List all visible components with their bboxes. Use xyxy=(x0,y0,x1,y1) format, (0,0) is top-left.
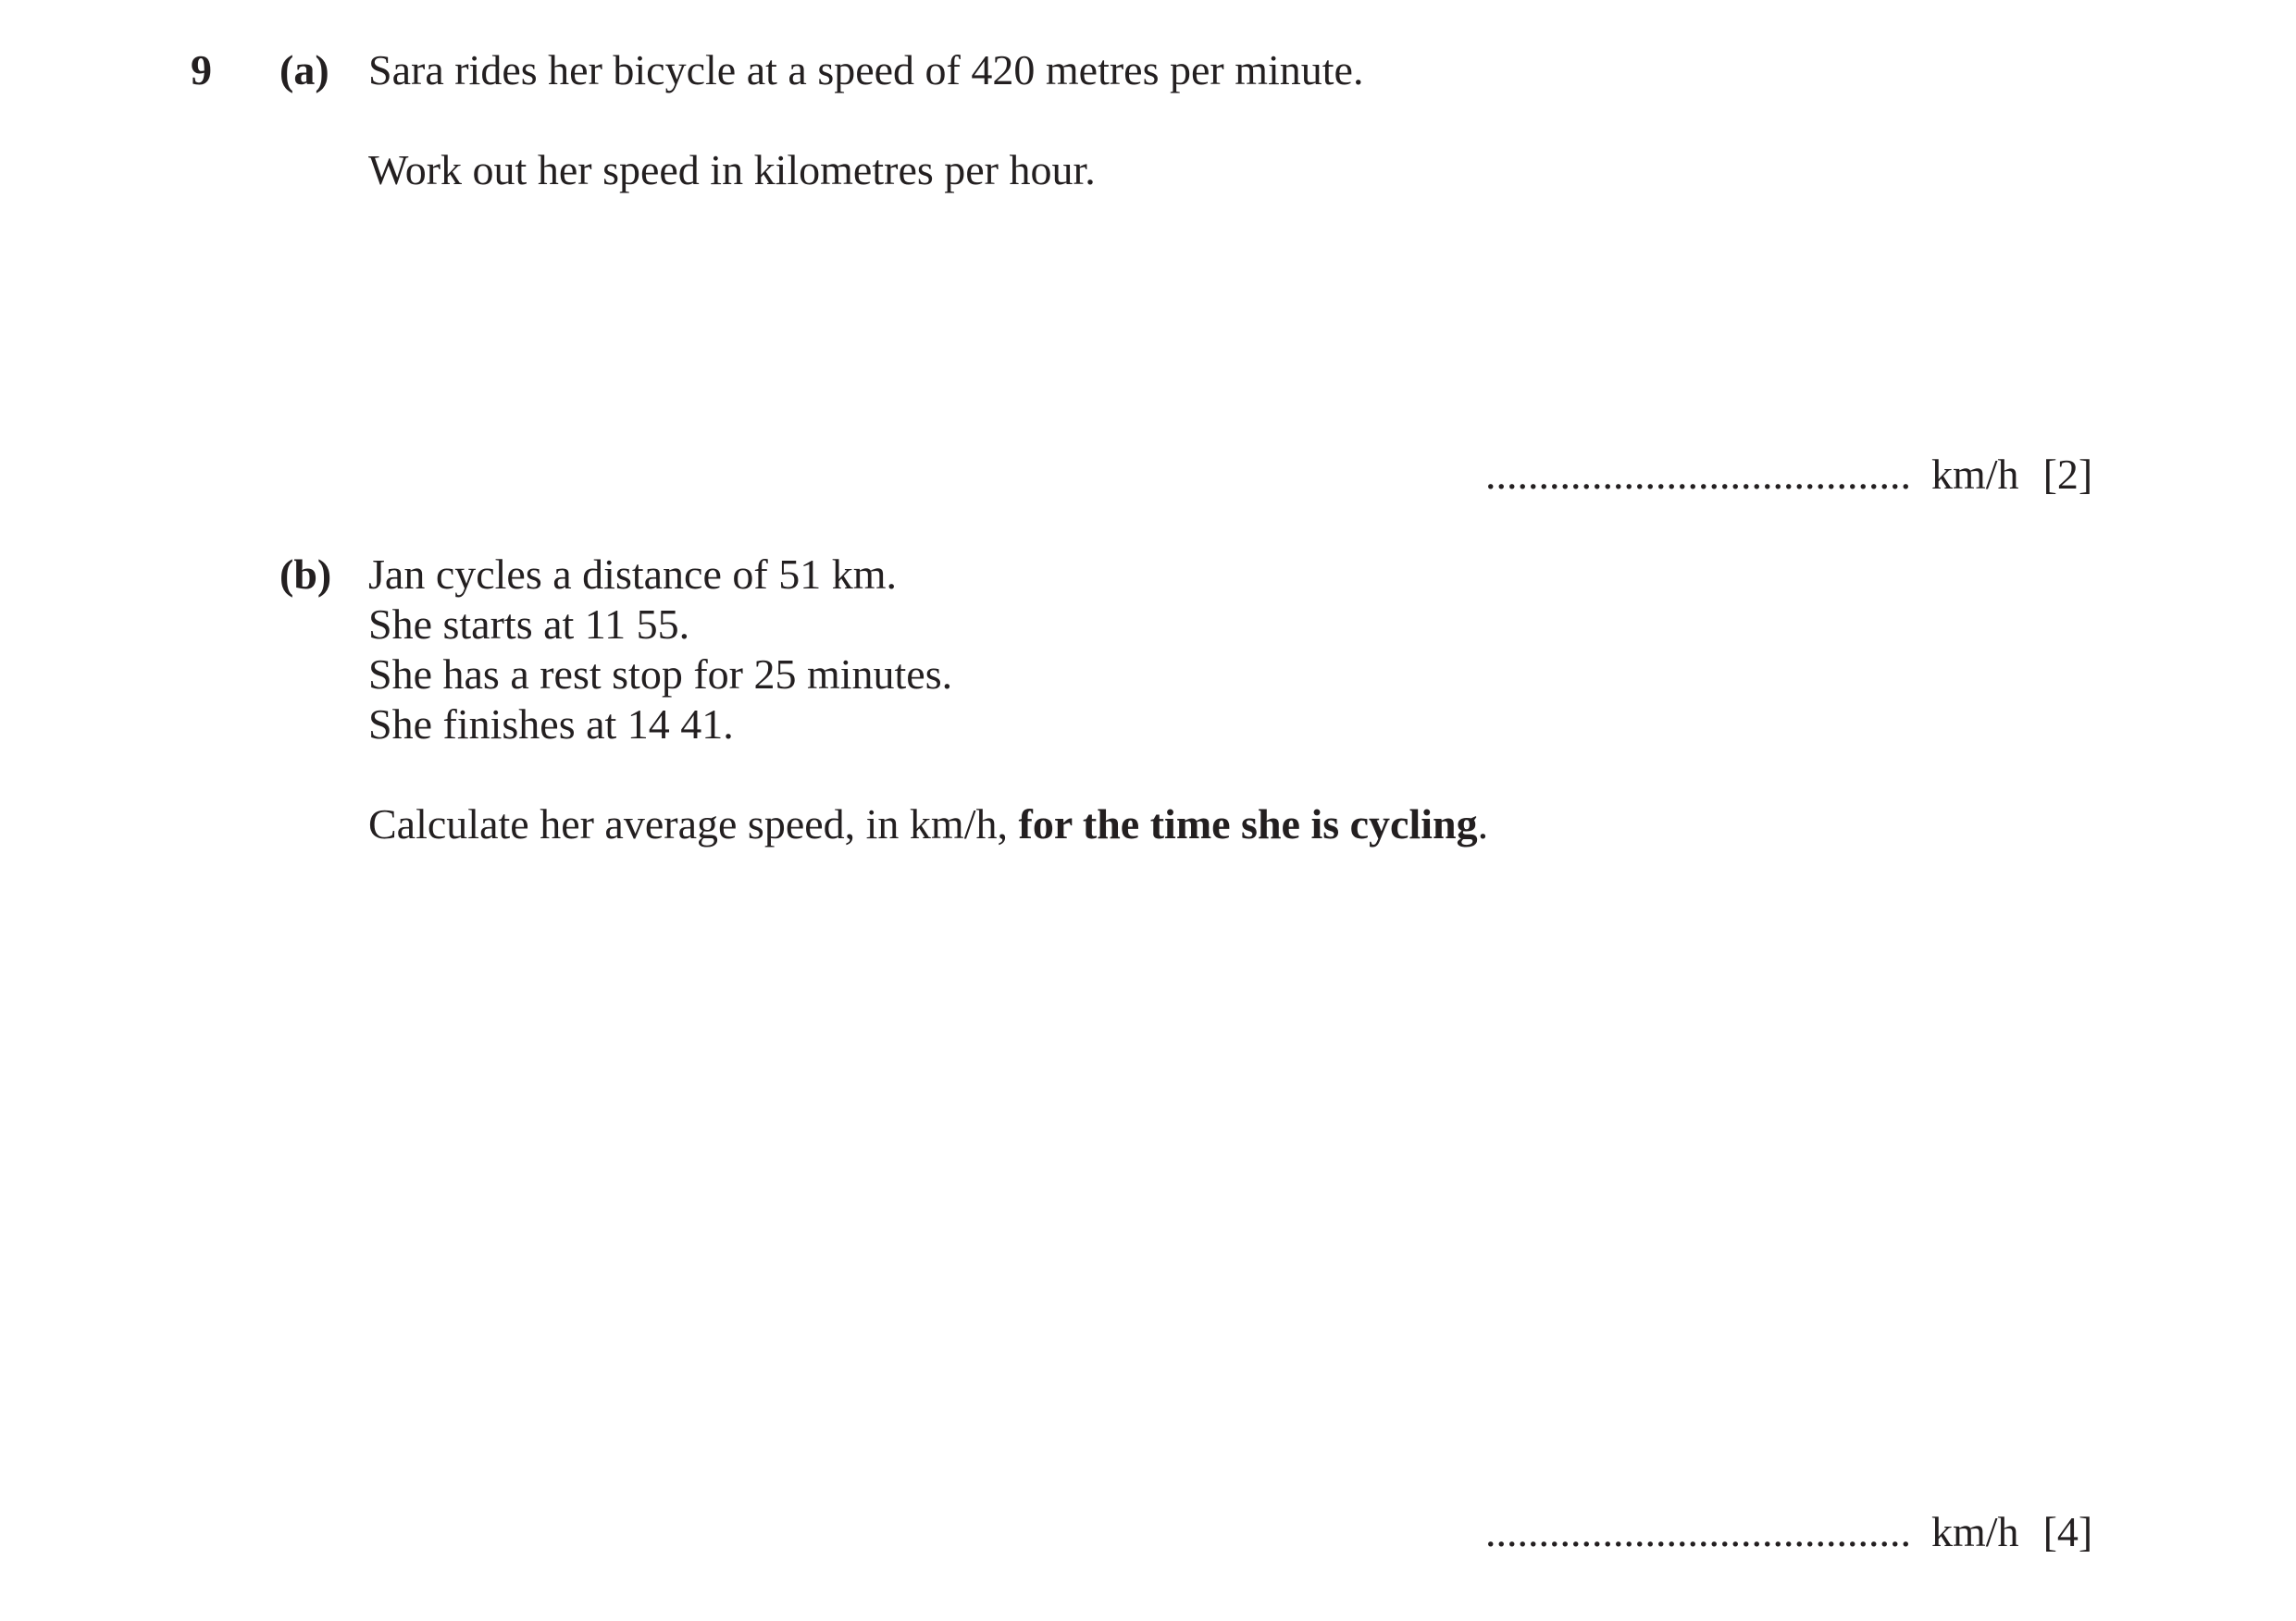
instruction-end: . xyxy=(1477,800,1489,848)
question-number: 9 xyxy=(191,46,212,93)
info-line: She has a rest stop for 25 minutes. xyxy=(368,650,953,698)
answer-dots[interactable]: ........................................ xyxy=(1485,1508,1911,1555)
info-line: Jan cycles a distance of 51 km. xyxy=(368,551,897,598)
info-line: She finishes at 14 41. xyxy=(368,700,734,748)
marks-allocation: [4] xyxy=(2042,1508,2093,1555)
instruction-emphasis: for the time she is cycling xyxy=(1018,800,1478,848)
part-a-instruction: Work out her speed in kilometres per hour. xyxy=(368,146,1096,193)
part-a-answer-line[interactable] xyxy=(1485,450,2092,500)
info-line: She starts at 11 55. xyxy=(368,600,690,648)
instruction-text: Calculate her average speed, in km/h, xyxy=(368,800,1019,848)
answer-unit: km/h xyxy=(1931,1508,2019,1555)
part-b-label: (b) xyxy=(279,551,332,598)
part-a-statement: Sara rides her bicycle at a speed of 420 metres per minute. xyxy=(368,46,1364,93)
answer-dots[interactable]: ........................................ xyxy=(1485,451,1911,498)
part-b-information xyxy=(368,550,952,749)
part-b-answer-line[interactable] xyxy=(1485,1507,2092,1557)
part-b-instruction xyxy=(368,799,1488,849)
part-a-label: (a) xyxy=(279,46,329,93)
marks-allocation: [2] xyxy=(2042,451,2093,498)
answer-unit: km/h xyxy=(1931,451,2019,498)
